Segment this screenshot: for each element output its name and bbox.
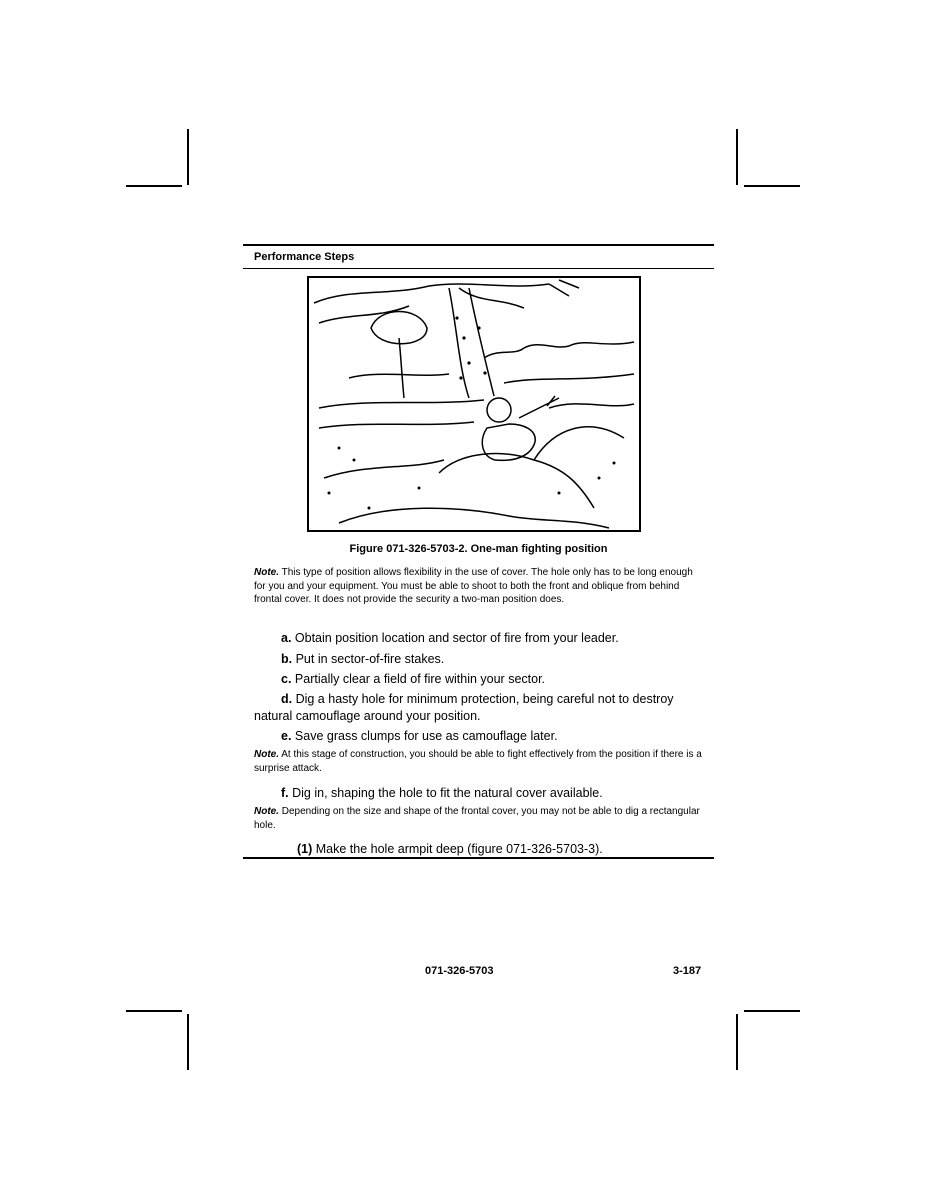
note-frontal-cover xyxy=(254,805,704,832)
step-text: Save grass clumps for use as camouflage later. xyxy=(291,729,558,743)
step-letter: d. xyxy=(281,692,293,706)
step-text: Dig in, shaping the hole to fit the natural cover available. xyxy=(288,786,603,800)
footer-task-number: 071-326-5703 xyxy=(425,965,494,977)
header-bottom-rule xyxy=(243,268,714,269)
crop-mark-top-left-vertical xyxy=(187,129,189,185)
note-text: This type of position allows flexibility in the use of cover. The hole only has to be long enough for you and your equipment. You must be able to shoot to both the front and oblique from behind frontal cover. It does not provide the security a two-man position does. xyxy=(254,567,693,605)
note-label: Note. xyxy=(254,567,279,578)
crop-mark-top-right-horizontal xyxy=(744,185,800,187)
figure-caption: Figure 071-326-5703-2. One-man fighting position xyxy=(349,543,608,555)
header-top-rule xyxy=(243,244,714,246)
step-letter: e. xyxy=(281,729,292,743)
crop-mark-bottom-right-horizontal xyxy=(744,1010,800,1012)
content-bottom-rule xyxy=(243,857,714,859)
substep-text: Make the hole armpit deep (figure 071-326-5703-3). xyxy=(312,842,603,856)
note-flexibility xyxy=(254,566,704,607)
step-b xyxy=(254,651,704,668)
crop-mark-top-right-vertical xyxy=(736,129,738,185)
crop-mark-bottom-right-vertical xyxy=(736,1014,738,1070)
note-text: At this stage of construction, you should be able to fight effectively from the position if there is a surprise attack. xyxy=(254,749,702,774)
step-text: Dig a hasty hole for minimum protection, being careful not to destroy natural camouflage around your position. xyxy=(254,692,674,723)
step-a xyxy=(254,630,704,647)
section-title: Performance Steps xyxy=(254,251,355,263)
step-e xyxy=(254,728,704,745)
step-letter: c. xyxy=(281,672,292,686)
soldier-foxhole-drawing xyxy=(309,278,639,530)
crop-mark-bottom-left-vertical xyxy=(187,1014,189,1070)
step-letter: a. xyxy=(281,631,292,645)
note-label: Note. xyxy=(254,749,279,760)
note-label: Note. xyxy=(254,806,279,817)
step-text: Put in sector-of-fire stakes. xyxy=(292,652,445,666)
step-c xyxy=(254,671,704,688)
step-letter: b. xyxy=(281,652,293,666)
step-d xyxy=(254,691,704,724)
substep-number: (1) xyxy=(297,842,313,856)
step-letter: f. xyxy=(281,786,289,800)
step-text: Obtain position location and sector of fire from your leader. xyxy=(291,631,619,645)
crop-mark-top-left-horizontal xyxy=(126,185,182,187)
crop-mark-bottom-left-horizontal xyxy=(126,1010,182,1012)
step-f xyxy=(254,785,704,802)
note-text: Depending on the size and shape of the frontal cover, you may not be able to dig a rectangular hole. xyxy=(254,806,700,831)
step-text: Partially clear a field of fire within your sector. xyxy=(291,672,546,686)
note-surprise-attack xyxy=(254,748,704,775)
footer-page-number: 3-187 xyxy=(673,965,702,977)
figure-illustration xyxy=(307,276,641,532)
substep-1 xyxy=(297,841,747,858)
